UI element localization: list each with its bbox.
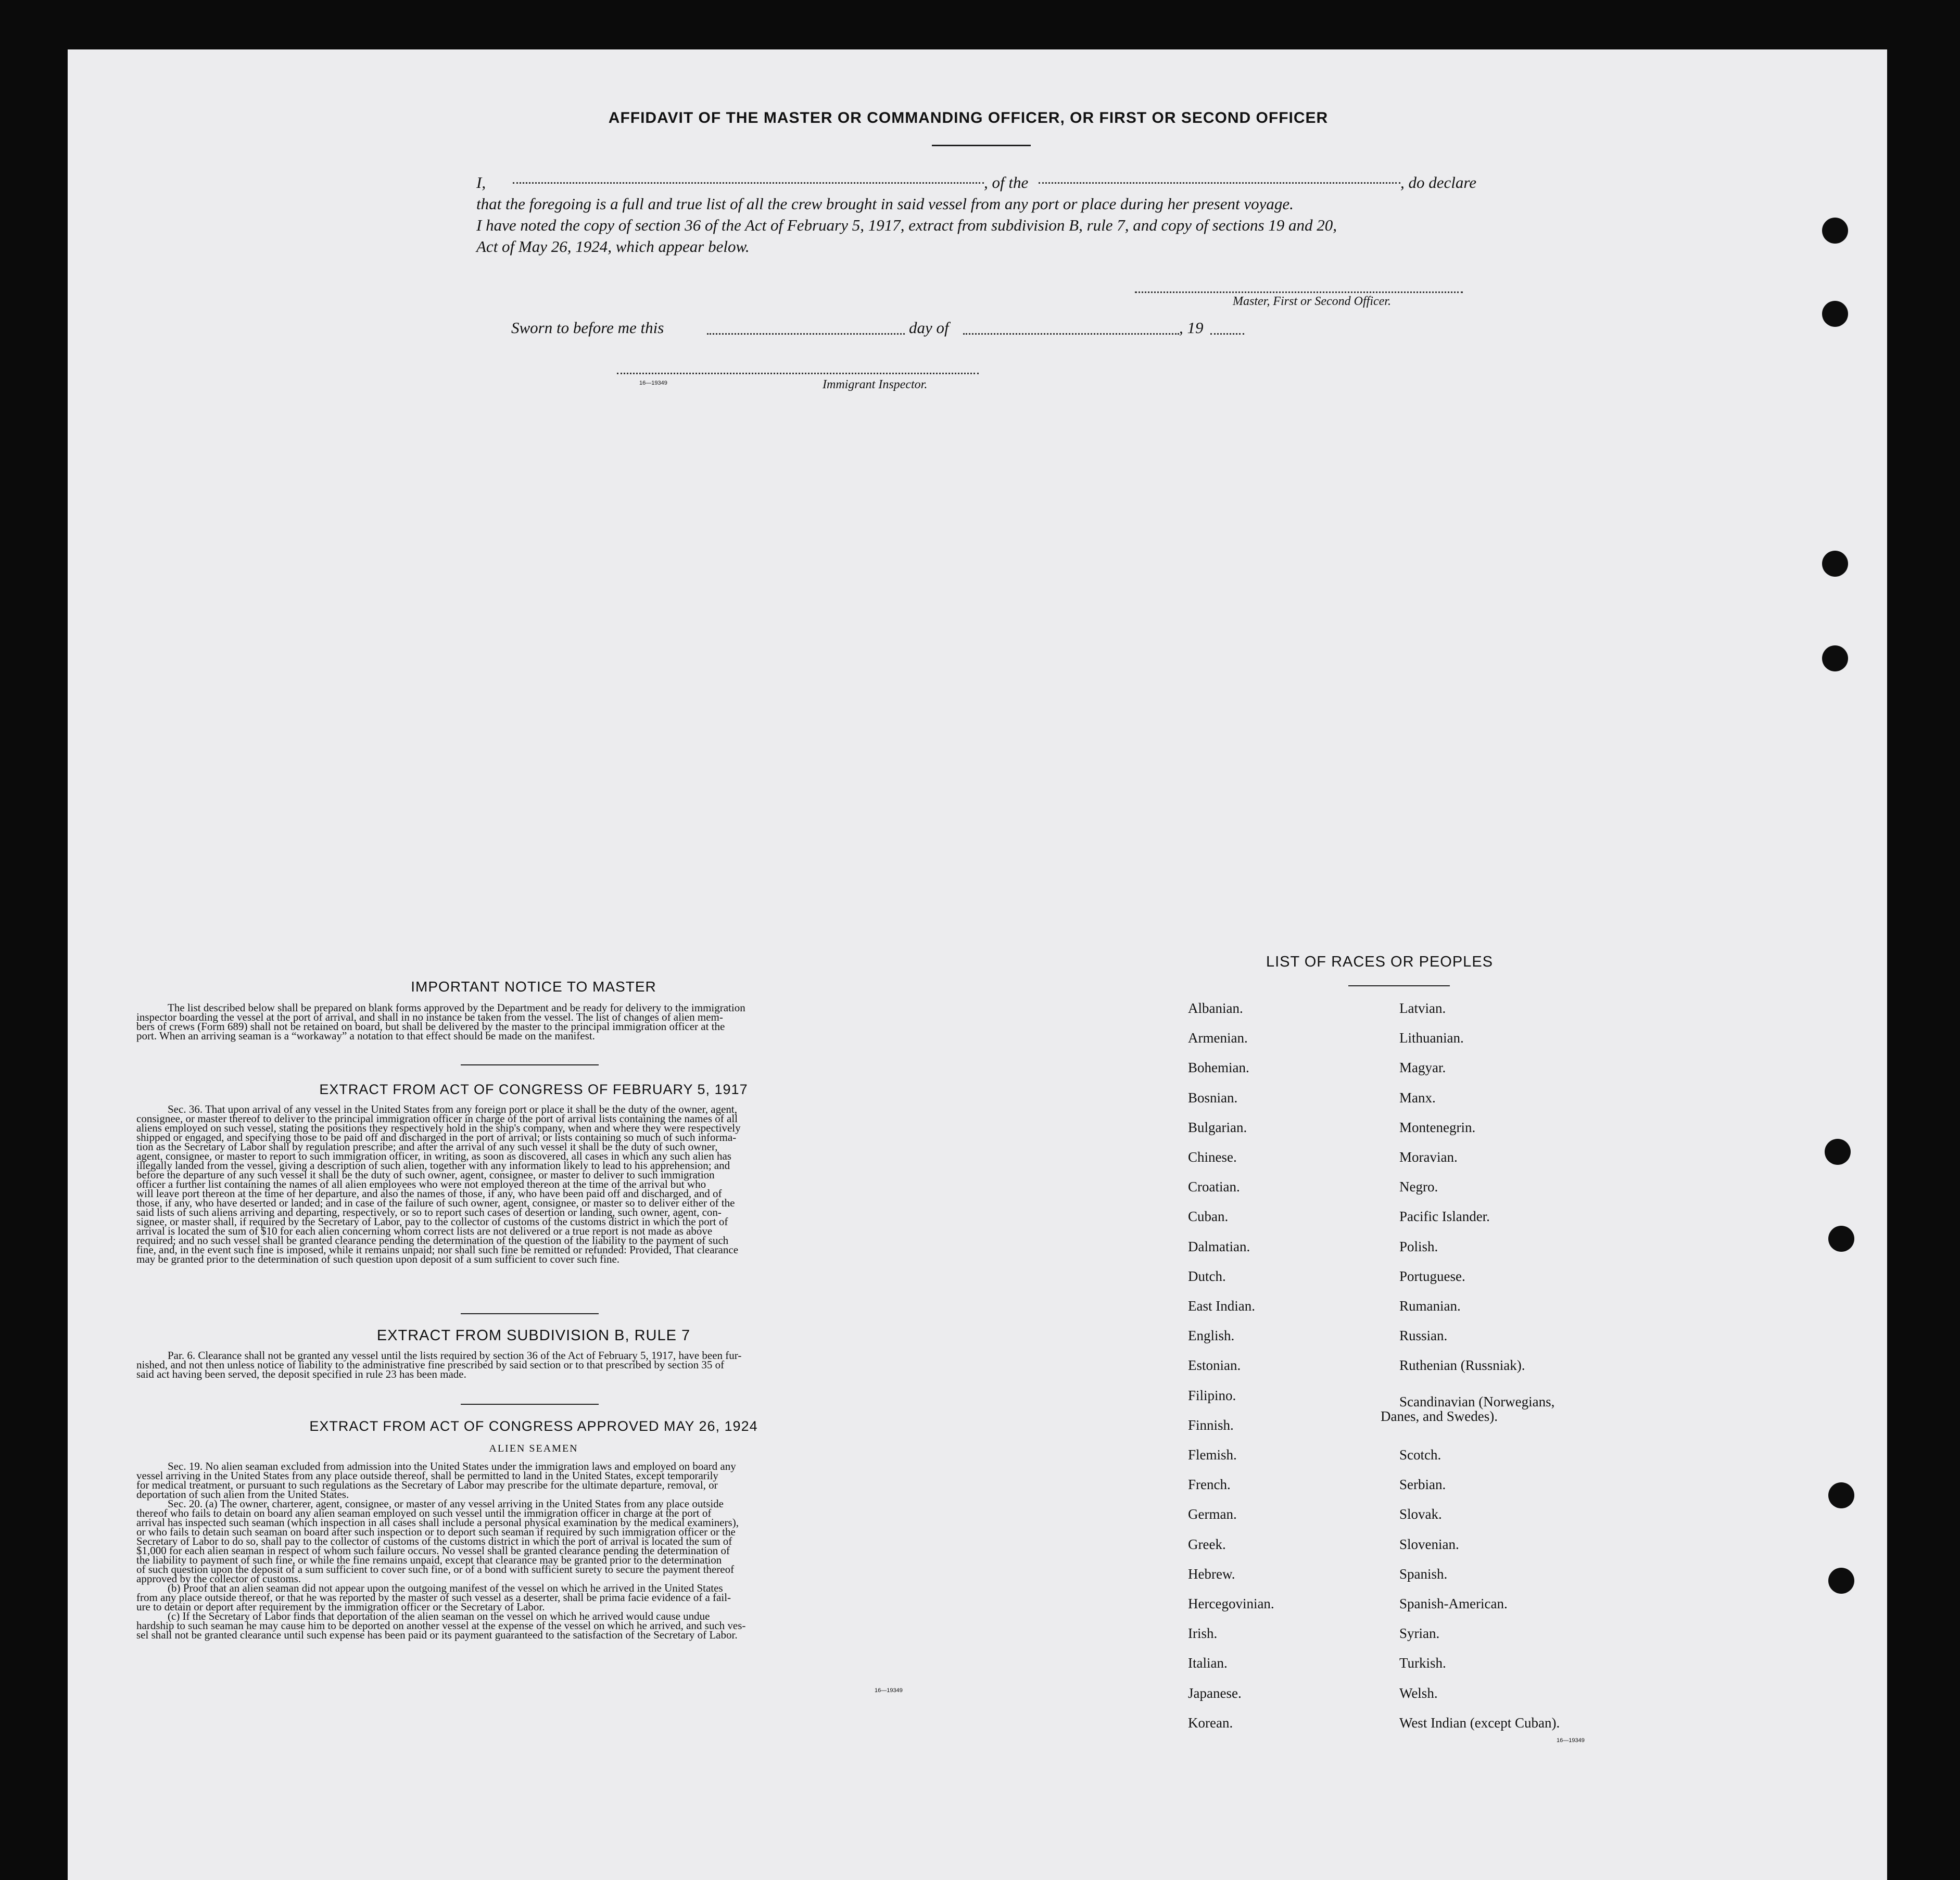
binder-hole	[1822, 301, 1848, 327]
text-line: may be granted prior to the determination of such question upon deposit of a sum sufficient to cover such fine.	[136, 1253, 620, 1265]
race-item: Finnish.	[1188, 1417, 1234, 1433]
sworn-day-blank	[707, 333, 905, 335]
divider	[461, 1404, 599, 1405]
binder-hole	[1822, 218, 1848, 244]
text-line: said lists of such aliens arriving and departing, respectively, or so to report such cases of desertion or landing, such owner, agent, con-	[136, 1206, 722, 1218]
race-item: English.	[1188, 1328, 1235, 1344]
text-line: (c) If the Secretary of Labor finds that deportation of the alien seaman on the vessel on which he arrived would cause undue	[168, 1610, 710, 1622]
text-line: deportation of such alien from the United States.	[136, 1488, 349, 1501]
divider	[932, 145, 1031, 146]
race-item: Negro.	[1399, 1179, 1438, 1195]
race-item: Korean.	[1188, 1714, 1233, 1731]
divider	[1348, 985, 1450, 986]
affidavit-title: AFFIDAVIT OF THE MASTER OR COMMANDING OFFICER, OR FIRST OR SECOND OFFICER	[608, 109, 1329, 126]
races-title: LIST OF RACES OR PEOPLES	[1266, 954, 1494, 970]
text-line: or who fails to detain such seaman on board after such inspection or to deport such seaman if required by such immigration officer or the	[136, 1526, 736, 1538]
master-signature-label: Master, First or Second Officer.	[1233, 295, 1391, 308]
month-blank	[963, 333, 1179, 335]
binder-hole	[1828, 1482, 1854, 1508]
text-line: illegally landed from the vessel, giving a description of such alien, together with any information likely to lead to his apprehension; and	[136, 1159, 730, 1172]
extract-rule7-title: EXTRACT FROM SUBDIVISION B, RULE 7	[376, 1327, 691, 1344]
extract-rule7-text	[136, 1351, 928, 1379]
affidavit-line: Act of May 26, 1924, which appear below.	[476, 237, 750, 256]
race-item: West Indian (except Cuban).	[1399, 1714, 1560, 1731]
race-item: Armenian.	[1188, 1030, 1248, 1046]
extract-1924-title: EXTRACT FROM ACT OF CONGRESS APPROVED MAY 26, 1924	[309, 1418, 758, 1434]
affidavit-line: that the foregoing is a full and true list of all the crew brought in said vessel from any port or place during her present voyage.	[476, 195, 1294, 213]
extract-1924-text	[136, 1462, 928, 1640]
race-item: Rumanian.	[1399, 1298, 1461, 1314]
sworn-label: Sworn to before me this	[511, 319, 664, 337]
race-item: Cuban.	[1188, 1209, 1229, 1225]
race-item: Dutch.	[1188, 1268, 1226, 1284]
race-item: Serbian.	[1399, 1477, 1446, 1493]
race-item: Moravian.	[1399, 1149, 1458, 1165]
text-line: ure to detain or deport after requirement by the immigration officer or the Secretary of Labor.	[136, 1600, 545, 1613]
alien-seamen-subtitle: ALIEN SEAMEN	[489, 1443, 578, 1454]
text-line: signee, or master shall, if required by the Secretary of Labor, pay to the collector of customs of the customs district in which the port of	[136, 1215, 728, 1228]
race-item: Greek.	[1188, 1536, 1226, 1552]
race-item: Estonian.	[1188, 1357, 1241, 1374]
text-line: said act having been served, the deposit specified in rule 23 has been made.	[136, 1368, 466, 1380]
race-item: Scotch.	[1399, 1447, 1441, 1463]
text-line: consignee, or master thereof to deliver to the principal immigration officer in charge of the port of arrival lists containing the names of all	[136, 1112, 738, 1125]
race-item: Portuguese.	[1399, 1268, 1465, 1284]
extract-1917-text	[136, 1104, 928, 1264]
text-line: thereof who fails to detain on board any alien seaman employed on such vessel until the immigration officer in charge at the port of	[136, 1507, 712, 1519]
text-line: shipped or engaged, and specifying those to be paid off and discharged in the port of arrival; or lists containing so much of such informa-	[136, 1131, 737, 1144]
text-line: tion as the Secretary of Labor shall by regulation prescribe; and after the arrival of any such vessel it shall be the duty of such owner,	[136, 1140, 718, 1153]
text-line: Sec. 20. (a) The owner, charterer, agent, consignee, or master of any vessel arriving in the United States from any place outside	[168, 1497, 724, 1510]
race-item: Flemish.	[1188, 1447, 1237, 1463]
text-line: hardship to such seaman he may cause him to be deported on another vessel at the expense of the vessel on which he arrived, and such ves-	[136, 1619, 746, 1632]
binder-hole	[1825, 1139, 1851, 1165]
notice-title: IMPORTANT NOTICE TO MASTER	[411, 979, 656, 995]
binder-hole	[1822, 645, 1848, 671]
race-item: Slovenian.	[1399, 1536, 1459, 1552]
race-item: Welsh.	[1399, 1685, 1438, 1701]
text-line: port. When an arriving seaman is a “workaway” a notation to that effect should be made on the manifest.	[136, 1030, 595, 1042]
race-item: Dalmatian.	[1188, 1238, 1250, 1254]
notice-text	[136, 1003, 928, 1040]
race-item: East Indian.	[1188, 1298, 1255, 1314]
extract-1917-title: EXTRACT FROM ACT OF CONGRESS OF FEBRUARY 5, 1917	[319, 1082, 748, 1097]
name-blank	[513, 182, 984, 184]
text-line: Par. 6. Clearance shall not be granted any vessel until the lists required by section 36 of the Act of February 5, 1917, have been fur-	[168, 1349, 742, 1362]
text-line: $1,000 for each alien seaman in respect of whom such failure occurs. No vessel shall be granted clearance pending the determination of	[136, 1544, 730, 1557]
form-number: 16—19349	[875, 1687, 903, 1694]
race-item: Syrian.	[1399, 1625, 1440, 1642]
affidavit-line: I have noted the copy of section 36 of the Act of February 5, 1917, extract from subdivision B, rule 7, and copy of sections 19 and 20,	[476, 216, 1337, 234]
race-item: Bosnian.	[1188, 1089, 1238, 1106]
race-item: Italian.	[1188, 1655, 1228, 1671]
text-line: Sec. 36. That upon arrival of any vessel in the United States from any foreign port or place it shall be the duty of the owner, agent,	[168, 1103, 737, 1115]
text-line: before the departure of any such vessel it shall be the duty of such owner, agent, consignee, or master to deliver to such immigration	[136, 1168, 715, 1181]
race-item: Magyar.	[1399, 1060, 1446, 1076]
text-line: bers of crews (Form 689) shall not be retained on board, but shall be delivered by the master to the principal immigration officer at the	[136, 1020, 725, 1033]
form-number: 16—19349	[639, 380, 667, 386]
inspector-label: Immigrant Inspector.	[823, 378, 928, 391]
affidavit-i: I,	[476, 173, 486, 192]
race-item: German.	[1188, 1506, 1237, 1522]
race-item: Croatian.	[1188, 1179, 1240, 1195]
race-item: Chinese.	[1188, 1149, 1237, 1165]
affidavit-declare: , do declare	[1400, 173, 1477, 192]
race-item: Japanese.	[1188, 1685, 1242, 1701]
text-line: the liability to payment of such fine, or while the fine remains unpaid, except that clearance may be granted prior to the determination	[136, 1554, 722, 1566]
text-line: aliens employed on such vessel, stating the positions they respectively hold in the ship's company, when and where they were respectively	[136, 1122, 741, 1134]
race-item: Scandinavian (Norwegians,	[1399, 1393, 1555, 1409]
text-line: approved by the collector of customs.	[136, 1572, 301, 1585]
race-item: Hebrew.	[1188, 1566, 1235, 1582]
text-line: arrival has inspected such seaman (which inspection in all cases shall include a personal physical examination by the medical examiners),	[136, 1516, 739, 1529]
race-item: French.	[1188, 1477, 1231, 1493]
text-line: sel shall not be granted clearance until such expense has been paid or its payment guaranteed to the satisfaction of the Secretary of Labor.	[136, 1629, 738, 1641]
race-item: Russian.	[1399, 1328, 1448, 1344]
year-blank	[1210, 333, 1244, 335]
race-item: Pacific Islander.	[1399, 1209, 1490, 1225]
text-line: vessel arriving in the United States from any place outside thereof, shall be permitted to land in the United States, except temporarily	[136, 1469, 718, 1482]
text-line: inspector boarding the vessel at the port of arrival, and shall in no instance be taken from the vessel. The list of changes of alien mem-	[136, 1011, 723, 1023]
text-line: of such question upon the deposit of a sum sufficient to cover such fine, or of a bond with sufficient surety to secure the payment thereof	[136, 1563, 735, 1576]
text-line: will leave port thereon at the time of her departure, and also the names of those, if any, who have been paid off and discharged, and of	[136, 1187, 722, 1200]
text-line: (b) Proof that an alien seaman did not appear upon the outgoing manifest of the vessel on which he arrived in the United States	[168, 1582, 723, 1594]
binder-hole	[1828, 1226, 1854, 1252]
race-item: Spanish.	[1399, 1566, 1448, 1582]
text-line: nished, and not then unless notice of liability to the administrative fine prescribed by said section or to that prescribed by section 35 of	[136, 1358, 725, 1371]
race-item: Polish.	[1399, 1238, 1438, 1254]
text-line: Secretary of Labor to do so, shall pay to the collector of customs of the customs district in which the port of arrival is located the sum of	[136, 1535, 732, 1547]
text-line: arrival is located the sum of $10 for each alien concerning whom correct lists are not delivered or a true report is not made as above	[136, 1225, 713, 1237]
vessel-blank	[1039, 182, 1400, 184]
binder-hole	[1828, 1568, 1854, 1594]
text-line: for medical treatment, or pursuant to such regulations as the Secretary of Labor may prescribe for the ultimate departure, removal, or	[136, 1479, 718, 1491]
day-of-label: day of	[909, 319, 949, 337]
form-number: 16—19349	[1557, 1737, 1585, 1744]
race-item: Ruthenian (Russniak).	[1399, 1357, 1525, 1374]
race-item: Irish.	[1188, 1625, 1218, 1642]
race-item: Turkish.	[1399, 1655, 1446, 1671]
divider	[461, 1313, 599, 1314]
race-item: Slovak.	[1399, 1506, 1442, 1522]
text-line: those, if any, who have deserted or landed; and in case of the failure of such owner, agent, consignee, or master so to deliver either of the	[136, 1197, 735, 1209]
race-item: Danes, and Swedes).	[1381, 1408, 1498, 1424]
divider	[461, 1064, 599, 1065]
race-item: Albanian.	[1188, 1000, 1243, 1016]
race-item: Hercegovinian.	[1188, 1596, 1274, 1611]
race-item: Manx.	[1399, 1089, 1436, 1106]
binder-hole	[1822, 551, 1848, 577]
race-item: Bohemian.	[1188, 1060, 1249, 1076]
race-item: Spanish-American.	[1399, 1596, 1508, 1611]
text-line: Sec. 19. No alien seaman excluded from admission into the United States under the immigration laws and employed on board any	[168, 1460, 736, 1472]
race-item: Bulgarian.	[1188, 1119, 1247, 1135]
year-label: , 19	[1179, 319, 1204, 337]
race-item: Filipino.	[1188, 1387, 1236, 1403]
text-line: required; and no such vessel shall be granted clearance pending the determination of the question of the liability to the payment of such	[136, 1234, 729, 1247]
race-item: Latvian.	[1399, 1000, 1446, 1016]
text-line: fine, and, in the event such fine is imposed, while it remains unpaid; nor shall such fine be remitted or refunded: Provided, That clearance	[136, 1243, 739, 1256]
text-line: from any place outside thereof, or that he was reported by the master of such vessel as a deserter, shall be prima facie evidence of a fail-	[136, 1591, 731, 1604]
master-signature-line	[1135, 291, 1463, 293]
text-line: The list described below shall be prepared on blank forms approved by the Department and be ready for delivery to the immigration	[168, 1001, 745, 1014]
race-item: Montenegrin.	[1399, 1119, 1476, 1135]
inspector-signature-line	[617, 373, 979, 374]
affidavit-of-the: , of the	[984, 173, 1029, 192]
text-line: agent, consignee, or master to report to such immigration officer, in writing, as soon as discovered, all cases in which any such alien has	[136, 1150, 731, 1162]
race-item: Lithuanian.	[1399, 1030, 1464, 1046]
text-line: officer a further list containing the names of all alien employees who were not employed thereon at the time of the arrival but who	[136, 1178, 706, 1190]
